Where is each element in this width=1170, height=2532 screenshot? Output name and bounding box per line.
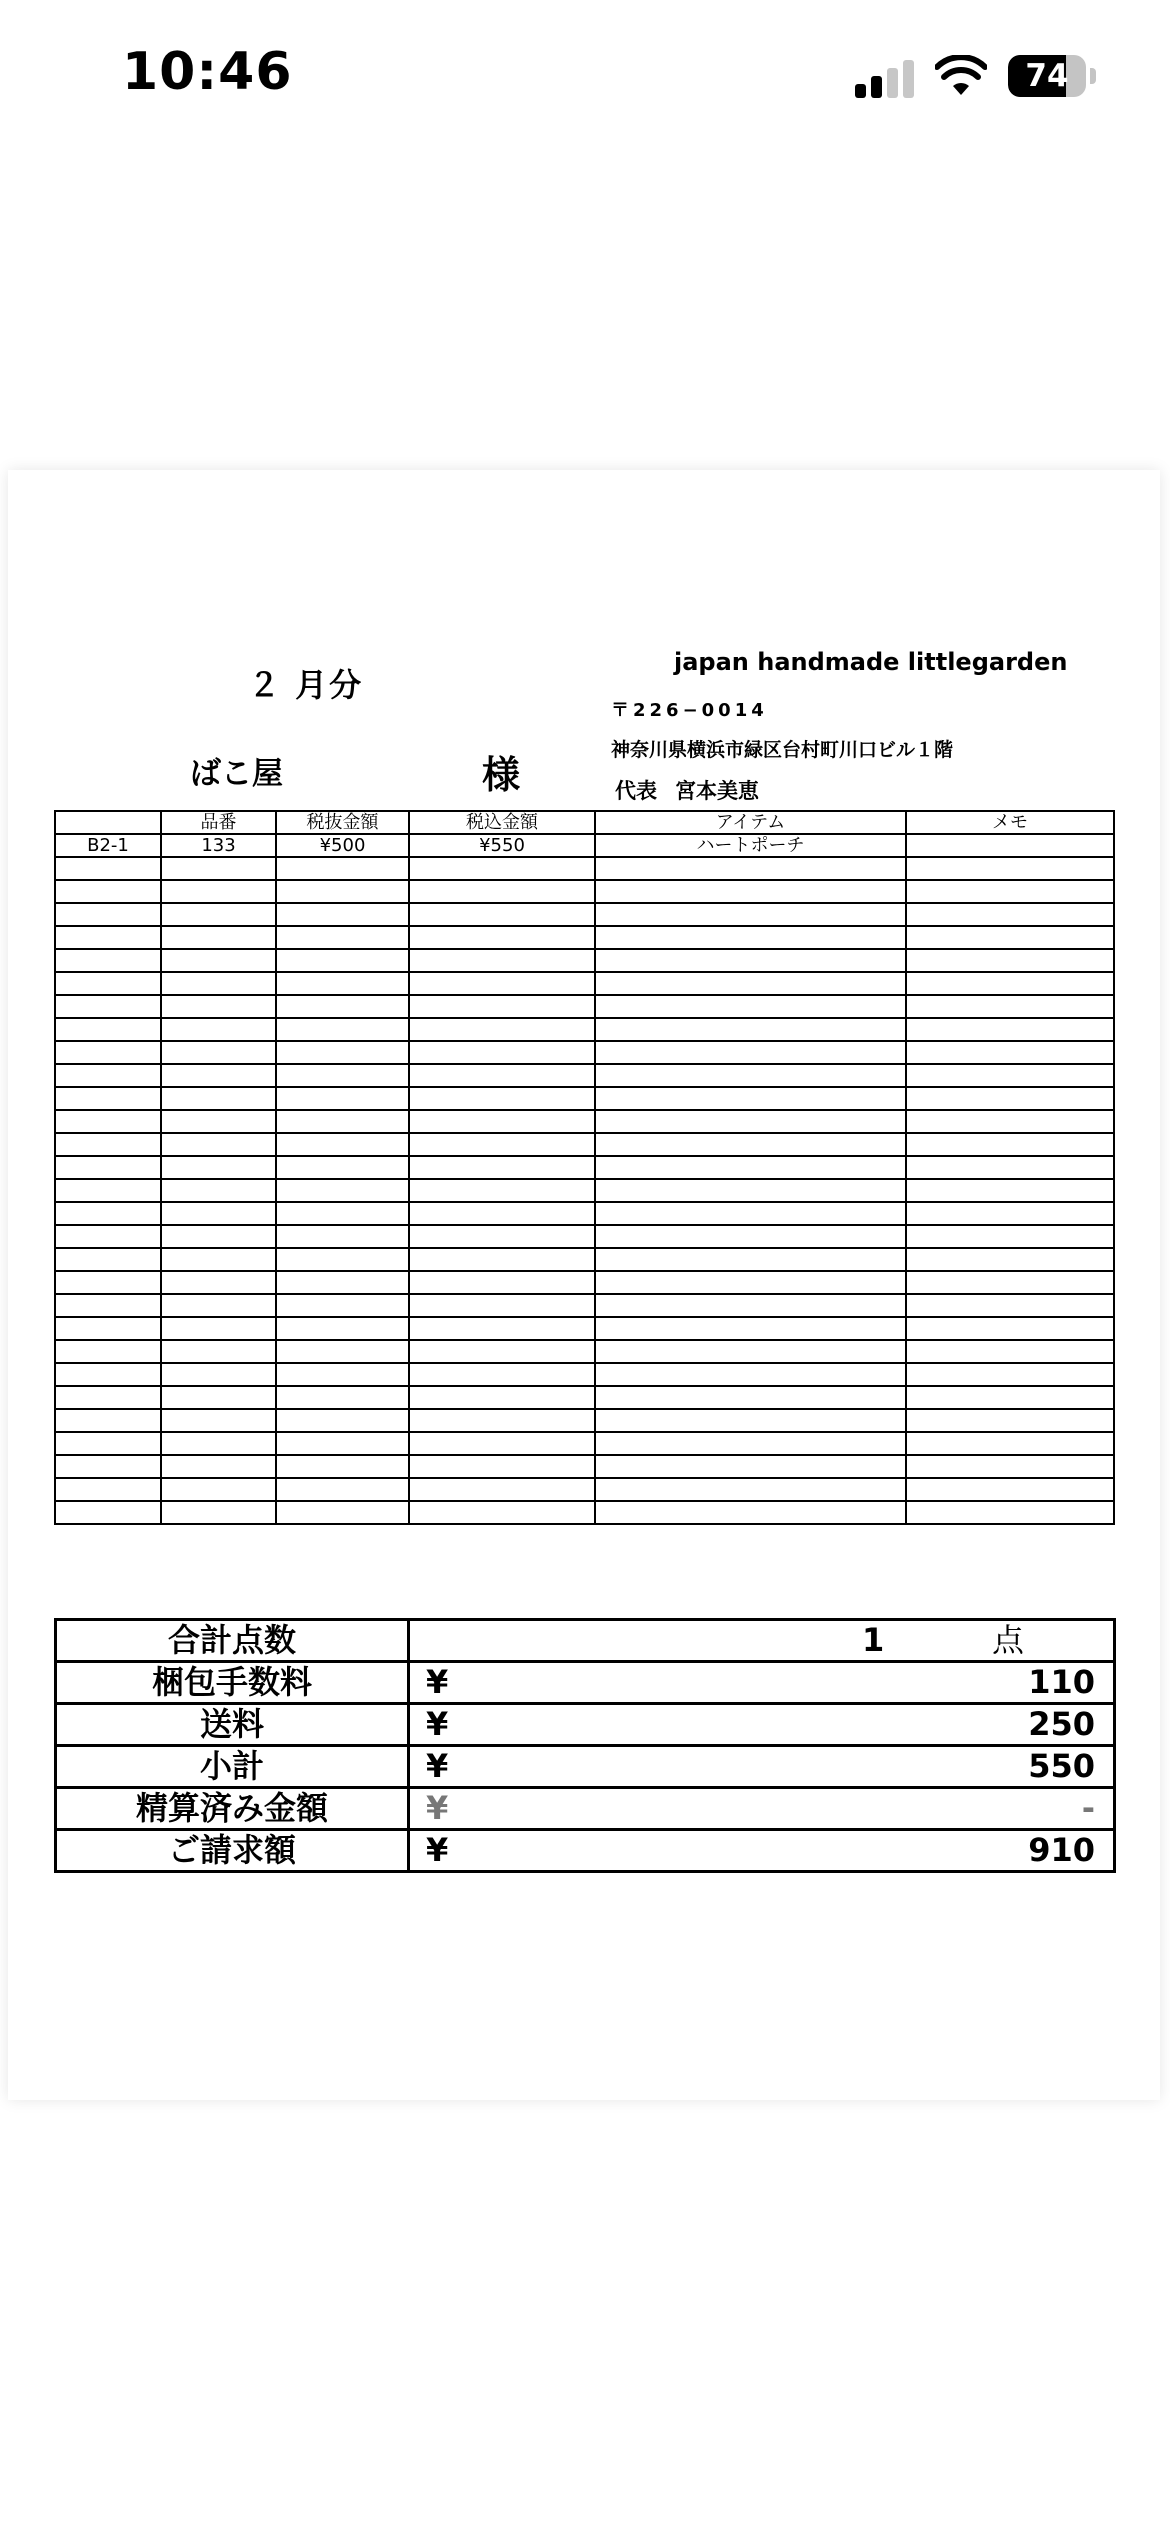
table-cell — [595, 1225, 906, 1248]
table-cell — [595, 857, 906, 880]
table-cell — [906, 880, 1114, 903]
table-cell — [595, 1340, 906, 1363]
table-cell — [906, 1409, 1114, 1432]
table-cell — [906, 1248, 1114, 1271]
table-cell — [409, 1294, 595, 1317]
table-cell — [409, 1478, 595, 1501]
header-cell: メモ — [906, 811, 1114, 834]
table-row — [55, 1294, 1114, 1317]
table-cell — [409, 1363, 595, 1386]
table-cell — [276, 1156, 409, 1179]
table-row — [55, 972, 1114, 995]
table-cell — [409, 972, 595, 995]
table-cell — [161, 1225, 276, 1248]
table-cell — [276, 1455, 409, 1478]
table-cell — [161, 1501, 276, 1524]
table-cell — [161, 926, 276, 949]
table-cell — [55, 1317, 161, 1340]
table-cell — [276, 1386, 409, 1409]
table-cell — [595, 1271, 906, 1294]
table-cell — [276, 1294, 409, 1317]
table-cell — [55, 1110, 161, 1133]
header-cell: アイテム — [595, 811, 906, 834]
total-count: 1 — [862, 1621, 885, 1659]
table-cell — [906, 1317, 1114, 1340]
table-row — [55, 1248, 1114, 1271]
table-row — [55, 834, 1114, 857]
table-cell — [409, 1041, 595, 1064]
table-cell — [161, 1064, 276, 1087]
table-cell — [906, 1478, 1114, 1501]
table-cell — [906, 903, 1114, 926]
table-cell — [409, 1064, 595, 1087]
table-cell — [55, 1133, 161, 1156]
summary-amount: 550 — [1028, 1747, 1095, 1785]
table-cell — [595, 1248, 906, 1271]
table-cell — [595, 1179, 906, 1202]
summary-row-settled — [56, 1788, 1115, 1830]
table-cell — [55, 1340, 161, 1363]
table-row — [55, 949, 1114, 972]
table-cell — [595, 1156, 906, 1179]
wifi-icon — [935, 55, 987, 97]
table-row — [55, 1478, 1114, 1501]
table-cell — [276, 926, 409, 949]
table-cell — [906, 1501, 1114, 1524]
table-cell — [595, 1133, 906, 1156]
table-cell — [161, 1478, 276, 1501]
table-cell — [161, 1110, 276, 1133]
table-cell — [55, 1386, 161, 1409]
table-cell — [55, 1455, 161, 1478]
table-cell — [276, 1225, 409, 1248]
table-row — [55, 1179, 1114, 1202]
table-cell — [161, 1248, 276, 1271]
table-cell — [409, 995, 595, 1018]
table-cell — [276, 949, 409, 972]
table-cell — [55, 1409, 161, 1432]
table-cell — [595, 1202, 906, 1225]
table-cell — [55, 1501, 161, 1524]
table-cell — [276, 1248, 409, 1271]
summary-label: 合計点数 — [56, 1620, 409, 1662]
table-cell — [161, 1202, 276, 1225]
items-header-row — [55, 811, 1114, 834]
table-cell — [906, 949, 1114, 972]
summary-table — [54, 1618, 1116, 1873]
table-cell — [906, 1271, 1114, 1294]
table-cell — [906, 1064, 1114, 1087]
battery-percent: 74 — [1025, 58, 1069, 94]
summary-amount: 250 — [1028, 1705, 1095, 1743]
table-cell — [906, 1386, 1114, 1409]
table-row — [55, 1018, 1114, 1041]
table-cell — [906, 857, 1114, 880]
customer-name: ばこ屋 — [190, 756, 283, 792]
table-cell — [161, 949, 276, 972]
representative-title: 代表 — [615, 779, 657, 803]
table-cell — [161, 1455, 276, 1478]
table-row — [55, 1409, 1114, 1432]
table-cell — [409, 1018, 595, 1041]
header-cell — [55, 811, 161, 834]
table-row — [55, 903, 1114, 926]
customer-honorific: 様 — [482, 753, 521, 797]
table-cell — [55, 1294, 161, 1317]
table-cell — [595, 1386, 906, 1409]
table-cell — [161, 1271, 276, 1294]
table-cell — [161, 1409, 276, 1432]
summary-value-cell — [409, 1746, 1115, 1788]
table-row — [55, 1225, 1114, 1248]
table-cell — [55, 995, 161, 1018]
summary-value-cell — [409, 1788, 1115, 1830]
table-cell — [595, 1294, 906, 1317]
table-cell — [55, 1432, 161, 1455]
table-cell — [595, 1363, 906, 1386]
table-cell — [595, 1087, 906, 1110]
table-cell — [55, 1271, 161, 1294]
table-cell — [276, 1271, 409, 1294]
table-cell — [161, 880, 276, 903]
table-cell — [55, 1064, 161, 1087]
table-cell — [161, 1317, 276, 1340]
table-cell — [595, 972, 906, 995]
table-cell — [161, 972, 276, 995]
table-cell — [276, 1133, 409, 1156]
status-time: 10:46 — [122, 42, 293, 102]
yen-sign: ¥ — [426, 1747, 449, 1785]
table-cell — [276, 1064, 409, 1087]
table-cell — [409, 1087, 595, 1110]
summary-amount: 910 — [1028, 1831, 1095, 1869]
table-cell — [276, 1087, 409, 1110]
table-cell — [161, 1294, 276, 1317]
table-row — [55, 995, 1114, 1018]
summary-value-cell — [409, 1704, 1115, 1746]
table-row — [55, 1432, 1114, 1455]
yen-sign: ¥ — [426, 1789, 449, 1827]
table-cell — [161, 1179, 276, 1202]
summary-row-shipping — [56, 1704, 1115, 1746]
table-cell — [161, 903, 276, 926]
cellular-signal-icon — [855, 58, 915, 98]
summary-value-cell — [409, 1830, 1115, 1872]
table-row — [55, 1363, 1114, 1386]
summary-row-billing — [56, 1830, 1115, 1872]
table-cell — [409, 949, 595, 972]
table-cell — [595, 1064, 906, 1087]
battery-nub — [1090, 68, 1096, 84]
table-cell — [161, 1363, 276, 1386]
table-cell — [906, 1110, 1114, 1133]
table-cell — [409, 926, 595, 949]
representative-name: 宮本美恵 — [675, 779, 759, 803]
table-cell — [595, 1018, 906, 1041]
summary-label: 送料 — [56, 1704, 409, 1746]
table-cell — [906, 972, 1114, 995]
table-cell — [55, 903, 161, 926]
table-cell — [595, 1110, 906, 1133]
table-cell — [55, 949, 161, 972]
table-cell — [409, 880, 595, 903]
table-cell — [55, 1018, 161, 1041]
table-cell — [276, 1363, 409, 1386]
table-cell — [409, 1156, 595, 1179]
table-cell — [409, 1271, 595, 1294]
table-cell — [276, 1018, 409, 1041]
table-cell — [595, 903, 906, 926]
battery-icon — [1008, 55, 1086, 97]
status-bar — [0, 0, 1170, 150]
table-cell — [595, 1432, 906, 1455]
table-row — [55, 857, 1114, 880]
table-cell — [276, 972, 409, 995]
table-cell — [55, 880, 161, 903]
summary-label: 小計 — [56, 1746, 409, 1788]
table-row — [55, 880, 1114, 903]
table-cell — [276, 1340, 409, 1363]
invoice-month: ２ 月分 — [248, 666, 364, 704]
table-cell — [595, 949, 906, 972]
table-row — [55, 1087, 1114, 1110]
table-cell — [161, 1340, 276, 1363]
summary-row-packing — [56, 1662, 1115, 1704]
table-cell — [595, 880, 906, 903]
table-cell — [906, 1363, 1114, 1386]
table-cell — [276, 1110, 409, 1133]
invoice-document — [8, 470, 1160, 2100]
table-cell: 133 — [161, 834, 276, 857]
table-cell: ¥500 — [276, 834, 409, 857]
yen-sign: ¥ — [426, 1663, 449, 1701]
table-cell — [276, 1478, 409, 1501]
table-cell — [276, 857, 409, 880]
table-row — [55, 1156, 1114, 1179]
table-cell — [276, 1409, 409, 1432]
table-cell — [55, 1156, 161, 1179]
table-cell — [906, 1294, 1114, 1317]
summary-row-count — [56, 1620, 1115, 1662]
table-cell — [161, 995, 276, 1018]
table-cell — [595, 1501, 906, 1524]
table-cell — [906, 1133, 1114, 1156]
summary-label: ご請求額 — [56, 1830, 409, 1872]
table-row — [55, 1133, 1114, 1156]
yen-sign: ¥ — [426, 1705, 449, 1743]
table-row — [55, 1271, 1114, 1294]
table-cell — [276, 880, 409, 903]
table-cell — [595, 995, 906, 1018]
table-cell — [55, 1225, 161, 1248]
table-row — [55, 1455, 1114, 1478]
table-row — [55, 1386, 1114, 1409]
table-cell — [55, 1087, 161, 1110]
table-cell — [55, 857, 161, 880]
header-cell: 品番 — [161, 811, 276, 834]
table-cell — [595, 1041, 906, 1064]
table-cell — [906, 1432, 1114, 1455]
table-row — [55, 1202, 1114, 1225]
table-row — [55, 1501, 1114, 1524]
summary-amount: 110 — [1028, 1663, 1095, 1701]
count-unit: 点 — [992, 1621, 1025, 1659]
items-table — [54, 810, 1115, 1525]
table-cell — [409, 1501, 595, 1524]
summary-label: 精算済み金額 — [56, 1788, 409, 1830]
table-cell — [595, 1409, 906, 1432]
table-cell — [55, 1248, 161, 1271]
table-cell — [906, 1202, 1114, 1225]
table-cell — [906, 834, 1114, 857]
table-cell — [409, 1386, 595, 1409]
table-cell — [161, 1018, 276, 1041]
table-cell — [161, 1041, 276, 1064]
table-cell — [161, 1156, 276, 1179]
table-cell — [55, 1041, 161, 1064]
table-cell — [409, 1432, 595, 1455]
table-cell — [55, 1363, 161, 1386]
table-cell — [409, 1225, 595, 1248]
postal-code: 〒226−0014 — [611, 700, 768, 721]
table-cell — [161, 857, 276, 880]
table-cell — [55, 1202, 161, 1225]
table-cell — [906, 1340, 1114, 1363]
table-cell — [161, 1386, 276, 1409]
table-cell — [906, 1455, 1114, 1478]
table-cell — [161, 1432, 276, 1455]
table-row — [55, 1317, 1114, 1340]
summary-amount: - — [1081, 1789, 1095, 1827]
table-cell — [409, 903, 595, 926]
summary-value-cell — [409, 1620, 1115, 1662]
table-cell — [276, 1317, 409, 1340]
table-cell — [161, 1087, 276, 1110]
table-cell — [276, 1202, 409, 1225]
table-cell — [906, 1087, 1114, 1110]
table-cell: ¥550 — [409, 834, 595, 857]
table-cell — [161, 1133, 276, 1156]
table-cell — [276, 1432, 409, 1455]
table-cell — [276, 995, 409, 1018]
table-cell — [906, 1225, 1114, 1248]
table-cell — [276, 1041, 409, 1064]
company-address: 神奈川県横浜市緑区台村町川口ビル１階 — [611, 739, 954, 761]
table-cell — [409, 1133, 595, 1156]
table-cell — [906, 1018, 1114, 1041]
table-cell — [409, 1202, 595, 1225]
table-cell — [409, 1340, 595, 1363]
table-cell — [595, 1317, 906, 1340]
company-name: japan handmade littlegarden — [674, 648, 1068, 676]
table-cell — [276, 1501, 409, 1524]
table-cell — [409, 1317, 595, 1340]
table-cell — [55, 1478, 161, 1501]
table-cell — [55, 926, 161, 949]
representative — [615, 775, 759, 805]
table-cell — [906, 926, 1114, 949]
table-cell — [906, 995, 1114, 1018]
table-cell — [595, 1455, 906, 1478]
table-row — [55, 926, 1114, 949]
table-cell — [409, 1248, 595, 1271]
table-cell — [409, 1110, 595, 1133]
table-row — [55, 1041, 1114, 1064]
table-cell — [595, 1478, 906, 1501]
table-cell — [906, 1041, 1114, 1064]
table-cell — [276, 1179, 409, 1202]
summary-label: 梱包手数料 — [56, 1662, 409, 1704]
header-cell: 税込金額 — [409, 811, 595, 834]
header-cell: 税抜金額 — [276, 811, 409, 834]
table-cell — [276, 903, 409, 926]
table-cell — [55, 1179, 161, 1202]
table-cell: B2-1 — [55, 834, 161, 857]
table-row — [55, 1064, 1114, 1087]
table-cell — [409, 1409, 595, 1432]
table-cell — [409, 857, 595, 880]
table-row — [55, 1110, 1114, 1133]
yen-sign: ¥ — [426, 1831, 449, 1869]
table-cell — [906, 1156, 1114, 1179]
table-row — [55, 1340, 1114, 1363]
table-cell — [409, 1455, 595, 1478]
table-cell — [55, 972, 161, 995]
table-cell: ハートポーチ — [595, 834, 906, 857]
table-cell — [409, 1179, 595, 1202]
table-cell — [595, 926, 906, 949]
table-cell — [906, 1179, 1114, 1202]
summary-value-cell — [409, 1662, 1115, 1704]
summary-row-subtotal — [56, 1746, 1115, 1788]
